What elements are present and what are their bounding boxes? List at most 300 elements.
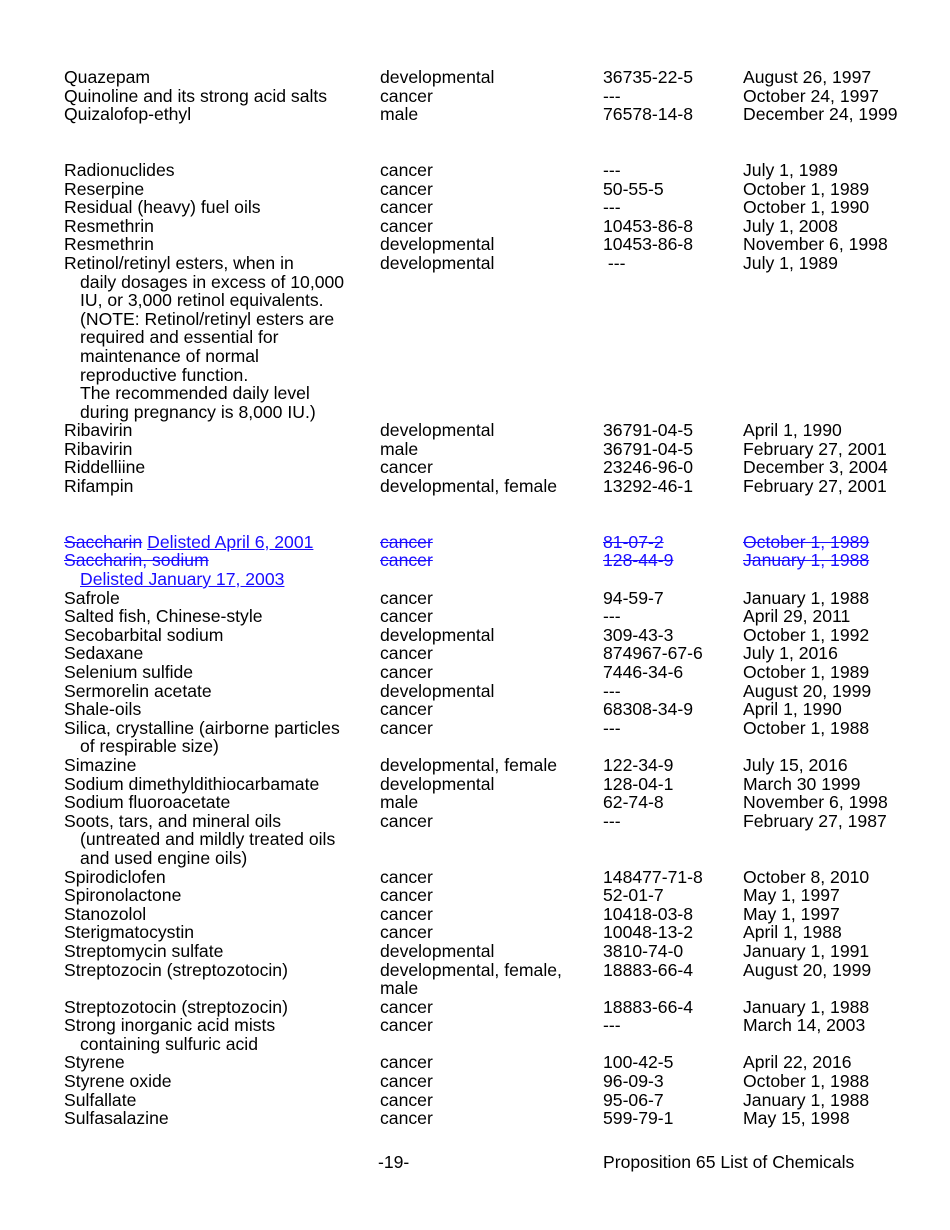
- date-listed-cell: January 1, 1988: [743, 550, 870, 571]
- toxicity-type-cell: [380, 644, 603, 663]
- table-row: [64, 961, 924, 998]
- chemical-name-line: The recommended daily level: [80, 383, 310, 404]
- chemical-name-line: Ribavirin: [64, 438, 133, 459]
- table-row: [64, 942, 924, 961]
- toxicity-type-cell: [380, 1016, 603, 1053]
- date-listed-cell: February 27, 2001: [743, 438, 887, 459]
- date-listed-cell: October 24, 1997: [743, 85, 879, 106]
- chemical-name-line: Resmethrin: [64, 215, 154, 236]
- toxicity-type-line: developmental, female: [380, 754, 558, 775]
- table-row: [64, 663, 924, 682]
- cas-number-cell: 10048-13-2: [603, 922, 693, 943]
- toxicity-type-line: cancer: [380, 1071, 433, 1092]
- date-listed-cell: July 1, 2016: [743, 643, 838, 664]
- cas-number-cell: 3810-74-0: [603, 940, 684, 961]
- chemical-name-cell: [64, 533, 380, 552]
- date-listed-cell: May 1, 1997: [743, 903, 840, 924]
- toxicity-type-line: cancer: [380, 1052, 433, 1073]
- date-listed-cell: August 20, 1999: [743, 959, 872, 980]
- chemical-name-line: (untreated and mildly treated oils: [80, 829, 336, 850]
- date-listed-cell: October 1, 1989: [743, 531, 870, 552]
- chemical-name-line: Riddelliine: [64, 457, 146, 478]
- chemical-name-line: Reserpine: [64, 178, 145, 199]
- letter-section: [64, 533, 924, 1128]
- cas-number-cell: ---: [603, 197, 621, 218]
- chemical-name-line: Styrene: [64, 1052, 125, 1073]
- toxicity-type-cell: [380, 793, 603, 812]
- cas-number-cell: 68308-34-9: [603, 699, 693, 720]
- toxicity-type-line: male: [380, 792, 419, 813]
- letter-section: [64, 68, 924, 124]
- chemical-name-cell: [64, 1053, 380, 1072]
- cas-number-cell: 874967-67-6: [603, 643, 703, 664]
- chemical-name-cell: [64, 775, 380, 794]
- chemical-name-line: Shale-oils: [64, 699, 142, 720]
- table-row: [64, 607, 924, 626]
- chemical-name-line: Radionuclides: [64, 159, 175, 180]
- toxicity-type-line: cancer: [380, 717, 433, 738]
- table-row: [64, 998, 924, 1017]
- toxicity-type-line: developmental: [380, 940, 495, 961]
- chemical-name-line: Retinol/retinyl esters, when in: [64, 252, 294, 273]
- chemical-name-cell: [64, 254, 380, 421]
- toxicity-type-line: cancer: [380, 810, 433, 831]
- table-row: [64, 812, 924, 868]
- toxicity-type-line: cancer: [380, 903, 433, 924]
- toxicity-type-cell: [380, 161, 603, 180]
- chemical-name-line: Streptozocin (streptozotocin): [64, 959, 288, 980]
- chemical-name-cell: [64, 458, 380, 477]
- toxicity-type-line: cancer: [380, 457, 433, 478]
- date-listed-cell: January 1, 1988: [743, 587, 870, 608]
- toxicity-type-cell: [380, 105, 603, 124]
- toxicity-type-cell: [380, 1072, 603, 1091]
- cas-number-cell: ---: [603, 717, 621, 738]
- table-row: [64, 477, 924, 496]
- toxicity-type-line: cancer: [380, 996, 433, 1017]
- chemical-name-cell: [64, 700, 380, 719]
- date-listed-cell: July 15, 2016: [743, 754, 848, 775]
- chemical-name-line: Selenium sulfide: [64, 662, 194, 682]
- chemical-name-cell: [64, 161, 380, 180]
- date-listed-cell: January 1, 1988: [743, 996, 870, 1017]
- toxicity-type-line: cancer: [380, 85, 433, 106]
- chemical-name-line: Simazine: [64, 754, 137, 775]
- cas-number-cell: ---: [603, 1015, 621, 1036]
- toxicity-type-cell: [380, 942, 603, 961]
- toxicity-type-cell: [380, 961, 603, 998]
- toxicity-type-cell: [380, 1053, 603, 1072]
- table-row: [64, 719, 924, 756]
- chemical-name-line: during pregnancy is 8,000 IU.): [80, 401, 316, 422]
- table-row: [64, 793, 924, 812]
- chemical-name-line: maintenance of normal: [80, 345, 259, 366]
- toxicity-type-cell: [380, 180, 603, 199]
- toxicity-type-line: developmental: [380, 624, 495, 645]
- date-listed-cell: February 27, 1987: [743, 810, 887, 831]
- cas-number-cell: 94-59-7: [603, 587, 664, 608]
- date-listed-cell: July 1, 1989: [743, 252, 838, 273]
- chemical-name-line: Residual (heavy) fuel oils: [64, 197, 261, 218]
- toxicity-type-cell: [380, 682, 603, 701]
- chemical-name-cell: [64, 589, 380, 608]
- chemical-name-line: Sodium fluoroacetate: [64, 792, 231, 813]
- chemical-name-cell: [64, 440, 380, 459]
- chemical-name-line: of respirable size): [80, 736, 219, 757]
- chemical-name-line: [64, 570, 380, 589]
- chemical-name-line: (NOTE: Retinol/retinyl esters are: [80, 308, 335, 329]
- cas-number-cell: 122-34-9: [603, 754, 674, 775]
- table-row: [64, 700, 924, 719]
- chemical-name-cell: [64, 551, 380, 588]
- toxicity-type-cell: [380, 905, 603, 924]
- chemical-name-cell: [64, 1016, 380, 1053]
- toxicity-type-cell: [380, 663, 603, 682]
- chemical-name-cell: [64, 756, 380, 775]
- table-row: [64, 1016, 924, 1053]
- toxicity-type-line: developmental, female,: [380, 959, 562, 980]
- chemical-name-cell: [64, 235, 380, 254]
- chemical-name-line: Streptozotocin (streptozocin): [64, 996, 288, 1017]
- table-row: [64, 886, 924, 905]
- chemical-name-cell: [64, 87, 380, 106]
- chemical-name-line: Soots, tars, and mineral oils: [64, 810, 282, 831]
- chemical-name-line: required and essential for: [80, 327, 279, 348]
- table-row: [64, 1072, 924, 1091]
- table-row: [64, 756, 924, 775]
- chemical-name-cell: [64, 942, 380, 961]
- toxicity-type-line: developmental, female: [380, 476, 558, 497]
- chemical-name-line: Sterigmatocystin: [64, 922, 195, 943]
- date-listed-cell: August 26, 1997: [743, 67, 872, 87]
- date-listed-cell: August 20, 1999: [743, 680, 872, 701]
- section-gap: [64, 496, 924, 533]
- chemical-name-line: Quazepam: [64, 67, 151, 87]
- cas-number-cell: 76578-14-8: [603, 104, 693, 125]
- chemical-name-cell: [64, 793, 380, 812]
- table-row: [64, 589, 924, 608]
- chemical-name-line: Spironolactone: [64, 885, 182, 906]
- toxicity-type-cell: [380, 756, 603, 775]
- cas-number-cell: 50-55-5: [603, 178, 664, 199]
- chemical-name-cell: [64, 217, 380, 236]
- cas-number-cell: 52-01-7: [603, 885, 664, 906]
- cas-number-cell: 36791-04-5: [603, 420, 693, 441]
- toxicity-type-cell: [380, 626, 603, 645]
- toxicity-type-cell: [380, 421, 603, 440]
- date-listed-cell: July 1, 1989: [743, 159, 838, 180]
- toxicity-type-line: cancer: [380, 643, 433, 664]
- cas-number-cell: ---: [603, 159, 621, 180]
- chemical-name-line: Sermorelin acetate: [64, 680, 212, 701]
- table-row: [64, 458, 924, 477]
- date-listed-cell: March 30 1999: [743, 773, 861, 794]
- date-listed-cell: April 22, 2016: [743, 1052, 852, 1073]
- date-listed-cell: October 1, 1992: [743, 624, 870, 645]
- cas-number-cell: 95-06-7: [603, 1089, 664, 1110]
- chemical-name-line: Ribavirin: [64, 420, 133, 441]
- chemical-name-cell: [64, 105, 380, 124]
- toxicity-type-cell: [380, 68, 603, 87]
- chemical-name-line: Quinoline and its strong acid salts: [64, 85, 328, 106]
- toxicity-type-cell: [380, 923, 603, 942]
- chemical-name-cell: [64, 998, 380, 1017]
- table-row: [64, 1053, 924, 1072]
- toxicity-type-cell: [380, 217, 603, 236]
- page-footer: [0, 1153, 950, 1175]
- cas-number-cell: 599-79-1: [603, 1108, 674, 1129]
- chemical-name-line: containing sulfuric acid: [80, 1033, 258, 1054]
- table-row: [64, 254, 924, 421]
- toxicity-type-line: developmental: [380, 420, 495, 441]
- cas-number-cell: ---: [603, 85, 621, 106]
- toxicity-type-cell: [380, 551, 603, 588]
- toxicity-type-cell: [380, 198, 603, 217]
- chemical-name-line: reproductive function.: [80, 364, 249, 385]
- toxicity-type-cell: [380, 812, 603, 868]
- chemical-name-cell: [64, 923, 380, 942]
- toxicity-type-cell: [380, 1109, 603, 1128]
- cas-number-cell: 62-74-8: [603, 792, 664, 813]
- chemical-name-line: Secobarbital sodium: [64, 624, 224, 645]
- table-row: [64, 626, 924, 645]
- letter-section: [64, 161, 924, 496]
- date-listed-cell: November 6, 1998: [743, 234, 888, 255]
- date-listed-cell: April 1, 1988: [743, 922, 842, 943]
- chemical-name-line: Styrene oxide: [64, 1071, 172, 1092]
- table-row: [64, 682, 924, 701]
- toxicity-type-line: cancer: [380, 1108, 433, 1129]
- cas-number-cell: ---: [603, 606, 621, 627]
- toxicity-type-cell: [380, 700, 603, 719]
- table-row: [64, 87, 924, 106]
- toxicity-type-line: cancer: [380, 1089, 433, 1110]
- chemical-name-cell: [64, 905, 380, 924]
- cas-number-cell: 128-04-1: [603, 773, 674, 794]
- chemical-name-cell: [64, 1091, 380, 1110]
- toxicity-type-line: cancer: [380, 662, 433, 682]
- chemical-name-cell: [64, 886, 380, 905]
- struck-chemical-name: Saccharin, sodium: [64, 550, 209, 571]
- toxicity-type-line: developmental: [380, 680, 495, 701]
- chemical-name-line: [64, 551, 380, 570]
- cas-number-cell: 128-44-9: [603, 550, 674, 571]
- chemical-name-line: daily dosages in excess of 10,000: [80, 271, 345, 292]
- toxicity-type-cell: [380, 458, 603, 477]
- chemical-name-line: and used engine oils): [80, 847, 248, 868]
- chemical-name-line: Safrole: [64, 587, 120, 608]
- chemical-name-cell: [64, 68, 380, 87]
- table-row: [64, 1091, 924, 1110]
- struck-chemical-name: Saccharin: [64, 531, 143, 552]
- chemical-name-line: Sulfasalazine: [64, 1108, 169, 1129]
- date-listed-cell: January 1, 1991: [743, 940, 870, 961]
- toxicity-type-line: developmental: [380, 67, 495, 87]
- cas-number-cell: 10418-03-8: [603, 903, 693, 924]
- chemical-name-cell: [64, 682, 380, 701]
- chemical-name-cell: [64, 719, 380, 756]
- chemical-name-line: Strong inorganic acid mists: [64, 1015, 276, 1036]
- chemical-name-line: Sulfallate: [64, 1089, 137, 1110]
- section-gap: [64, 124, 924, 161]
- toxicity-type-cell: [380, 868, 603, 887]
- date-listed-cell: October 1, 1988: [743, 1071, 870, 1092]
- cas-number-cell: 18883-66-4: [603, 996, 693, 1017]
- chemical-name-line: [64, 533, 380, 552]
- toxicity-type-cell: [380, 254, 603, 421]
- toxicity-type-line: cancer: [380, 606, 433, 627]
- chemical-name-line: IU, or 3,000 retinol equivalents.: [80, 290, 324, 311]
- chemical-name-cell: [64, 812, 380, 868]
- chemical-name-cell: [64, 421, 380, 440]
- toxicity-type-line: cancer: [380, 922, 433, 943]
- table-row: [64, 644, 924, 663]
- date-listed-cell: November 6, 1998: [743, 792, 888, 813]
- toxicity-type-line: developmental: [380, 773, 495, 794]
- toxicity-type-cell: [380, 719, 603, 756]
- toxicity-type-line: cancer: [380, 885, 433, 906]
- toxicity-type-line: male: [380, 978, 419, 999]
- chemical-name-line: Sodium dimethyldithiocarbamate: [64, 773, 320, 794]
- delisted-link[interactable]: Delisted April 6, 2001: [147, 531, 314, 552]
- table-row: [64, 1109, 924, 1128]
- chemical-name-cell: [64, 1109, 380, 1128]
- table-row: [64, 905, 924, 924]
- toxicity-type-cell: [380, 589, 603, 608]
- chemical-name-line: Sedaxane: [64, 643, 144, 664]
- toxicity-type-cell: [380, 440, 603, 459]
- chemical-name-line: Streptomycin sulfate: [64, 940, 224, 961]
- toxicity-type-cell: [380, 607, 603, 626]
- chemical-name-cell: [64, 180, 380, 199]
- cas-number-cell: 23246-96-0: [603, 457, 693, 478]
- date-listed-cell: December 24, 1999: [743, 104, 898, 125]
- table-row: [64, 421, 924, 440]
- footer-title: Proposition 65 List of Chemicals: [603, 1152, 855, 1172]
- chemical-name-cell: [64, 198, 380, 217]
- toxicity-type-line: developmental: [380, 252, 495, 273]
- chemical-name-line: Spirodiclofen: [64, 866, 166, 887]
- chemical-name-line: Stanozolol: [64, 903, 147, 924]
- date-listed-cell: January 1, 1988: [743, 1089, 870, 1110]
- date-listed-cell: March 14, 2003: [743, 1015, 866, 1036]
- toxicity-type-line: cancer: [380, 587, 433, 608]
- cas-number-cell: 36791-04-5: [603, 438, 693, 459]
- date-listed-cell: May 15, 1998: [743, 1108, 850, 1129]
- toxicity-type-cell: [380, 235, 603, 254]
- cas-number-cell: 36735-22-5: [603, 67, 693, 87]
- chemical-name-cell: [64, 477, 380, 496]
- chemical-name-line: Silica, crystalline (airborne particles: [64, 717, 340, 738]
- toxicity-type-line: cancer: [380, 866, 433, 887]
- date-listed-cell: July 1, 2008: [743, 215, 838, 236]
- date-listed-cell: December 3, 2004: [743, 457, 888, 478]
- chemical-name-cell: [64, 607, 380, 626]
- toxicity-type-cell: [380, 533, 603, 552]
- toxicity-type-line: developmental: [380, 234, 495, 255]
- cas-number-cell: ---: [603, 680, 621, 701]
- table-row: [64, 198, 924, 217]
- chemical-name-cell: [64, 961, 380, 998]
- toxicity-type-line: cancer: [380, 699, 433, 720]
- cas-number-cell: 81-07-2: [603, 531, 664, 552]
- date-listed-cell: October 8, 2010: [743, 866, 870, 887]
- toxicity-type-line: cancer: [380, 159, 433, 180]
- toxicity-type-cell: [380, 775, 603, 794]
- cas-number-cell: ---: [603, 810, 621, 831]
- toxicity-type-line: cancer: [380, 178, 433, 199]
- table-row: [64, 105, 924, 124]
- delisted-row: [64, 551, 924, 588]
- toxicity-type-line: cancer: [380, 215, 433, 236]
- table-row: [64, 868, 924, 887]
- cas-number-cell: 7446-34-6: [603, 662, 684, 682]
- date-listed-cell: October 1, 1988: [743, 717, 870, 738]
- toxicity-type-line: male: [380, 438, 419, 459]
- cas-number-cell: 10453-86-8: [603, 215, 693, 236]
- date-listed-cell: October 1, 1990: [743, 197, 870, 218]
- cas-number-cell: 100-42-5: [603, 1052, 674, 1073]
- chemical-name-cell: [64, 868, 380, 887]
- chemical-list-table: [64, 68, 924, 1128]
- table-row: [64, 217, 924, 236]
- toxicity-type-cell: [380, 477, 603, 496]
- toxicity-type-line: cancer: [380, 1015, 433, 1036]
- table-row: [64, 161, 924, 180]
- table-row: [64, 68, 924, 87]
- delisted-row: [64, 533, 924, 552]
- cas-number-cell: ---: [603, 252, 626, 273]
- toxicity-type-cell: [380, 87, 603, 106]
- chemical-name-line: Quizalofop-ethyl: [64, 104, 192, 125]
- table-row: [64, 180, 924, 199]
- date-listed-cell: February 27, 2001: [743, 476, 887, 497]
- toxicity-type-line: male: [380, 104, 419, 125]
- date-listed-cell: April 29, 2011: [743, 606, 851, 627]
- chemical-name-cell: [64, 626, 380, 645]
- toxicity-type-line: cancer: [380, 531, 433, 552]
- chemical-name-line: Resmethrin: [64, 234, 154, 255]
- chemical-name-line: Rifampin: [64, 476, 134, 497]
- toxicity-type-cell: [380, 1091, 603, 1110]
- toxicity-type-line: cancer: [380, 197, 433, 218]
- table-row: [64, 923, 924, 942]
- date-listed-cell: October 1, 1989: [743, 178, 870, 199]
- chemical-name-cell: [64, 644, 380, 663]
- date-listed-cell: April 1, 1990: [743, 420, 842, 441]
- chemical-name-cell: [64, 1072, 380, 1091]
- chemical-name-cell: [64, 663, 380, 682]
- cas-number-cell: 13292-46-1: [603, 476, 693, 497]
- table-row: [64, 440, 924, 459]
- date-listed-cell: May 1, 1997: [743, 885, 840, 906]
- chemical-name-line: Salted fish, Chinese-style: [64, 606, 263, 627]
- table-row: [64, 775, 924, 794]
- toxicity-type-cell: [380, 998, 603, 1017]
- cas-number-cell: 96-09-3: [603, 1071, 664, 1092]
- cas-number-cell: 309-43-3: [603, 624, 674, 645]
- page-number: -19-: [378, 1152, 410, 1172]
- delisted-link[interactable]: Delisted January 17, 2003: [80, 569, 285, 590]
- table-row: [64, 235, 924, 254]
- toxicity-type-cell: [380, 886, 603, 905]
- cas-number-cell: 10453-86-8: [603, 234, 693, 255]
- toxicity-type-line: cancer: [380, 550, 433, 571]
- date-listed-cell: April 1, 1990: [743, 699, 842, 720]
- date-listed-cell: October 1, 1989: [743, 662, 870, 682]
- cas-number-cell: 18883-66-4: [603, 959, 693, 980]
- cas-number-cell: 148477-71-8: [603, 866, 703, 887]
